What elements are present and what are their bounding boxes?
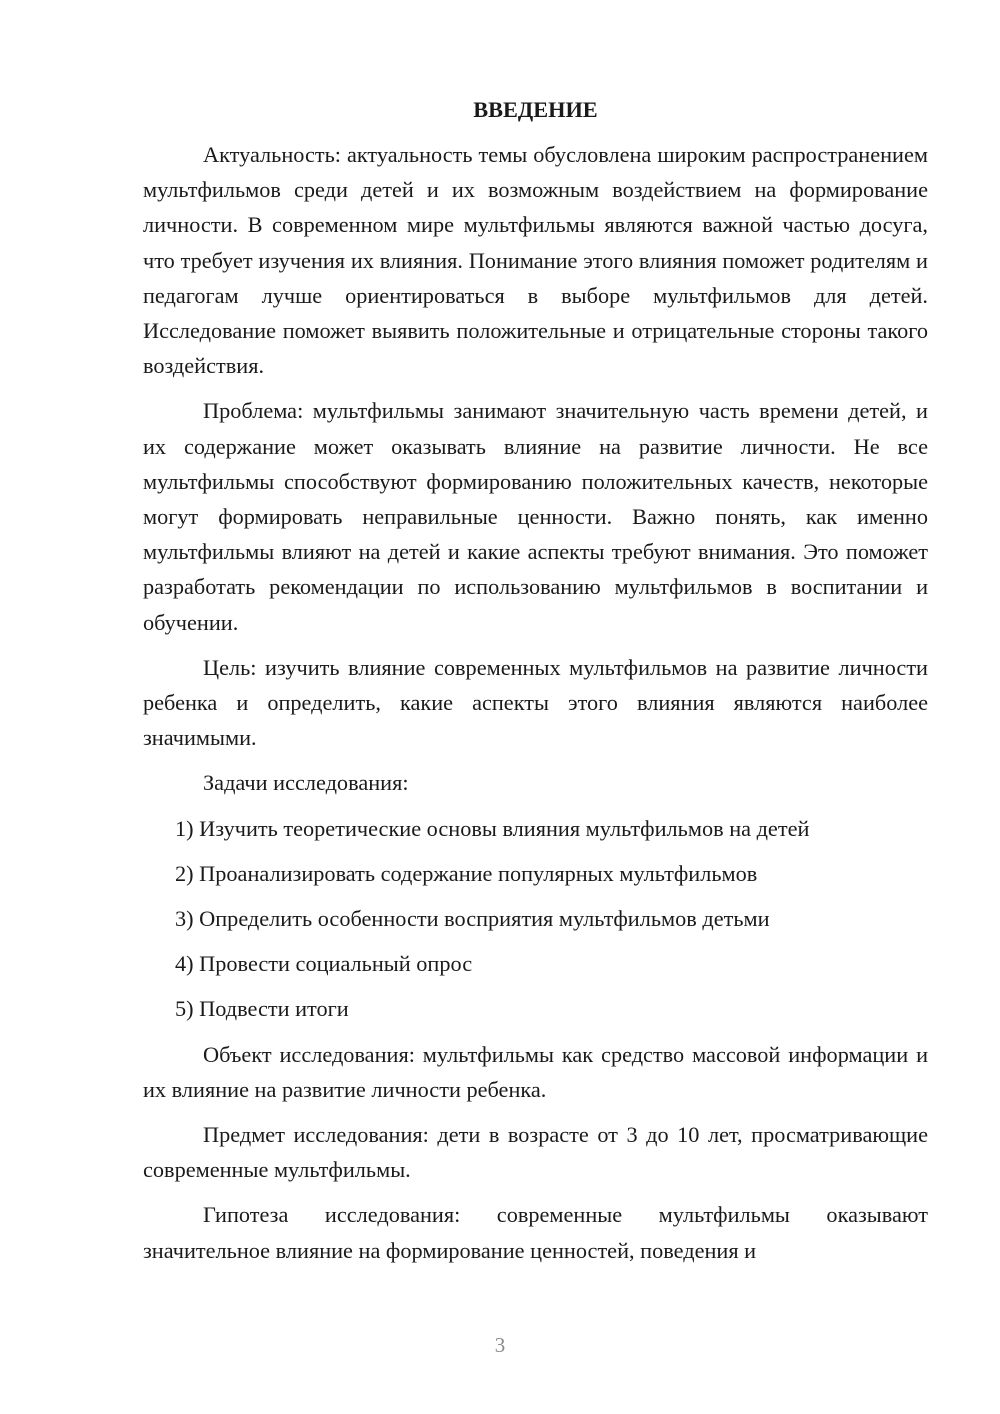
paragraph-relevance: Актуальность: актуальность темы обусловлена широким распространением мультфильмов среди детей и их возможным воздействием на формирование личности. В современном мире мультфильмы являются важной частью досуга, что требует изучения их влияния. Понимание этого влияния поможет родителям и педагогам лучше ориентироваться в выборе мультфильмов для детей. Исследование поможет выявить положительные и отрицательные стороны такого воздействия. (143, 142, 928, 379)
paragraph-hypothesis: Гипотеза исследования: современные мультфильмы оказывают значительное влияние на формирование ценностей, поведения и (143, 1202, 928, 1263)
paragraph-problem: Проблема: мультфильмы занимают значительную часть времени детей, и их содержание может оказывать влияние на развитие личности. Не все мультфильмы способствуют формированию положительных качеств, некоторые могут формировать неправильные ценности. Важно понять, как именно мультфильмы влияют на детей и какие аспекты требуют внимания. Это поможет разработать рекомендации по использованию мультфильмов в воспитании и обучении. (143, 398, 928, 635)
tasks-list (143, 811, 928, 1027)
tasks-heading: Задачи исследования: (203, 770, 409, 796)
paragraph-subject: Предмет исследования: дети в возрасте от 3 до 10 лет, просматривающие современные мультфильмы. (143, 1122, 928, 1183)
document-page (143, 92, 928, 1278)
task-item: 2) Проанализировать содержание популярных мультфильмов (175, 860, 758, 886)
task-item: 1) Изучить теоретические основы влияния мультфильмов на детей (175, 815, 810, 841)
page-number: 3 (494, 1333, 506, 1357)
task-item: 4) Провести социальный опрос (175, 951, 473, 977)
task-item: 3) Определить особенности восприятия мультфильмов детьми (175, 906, 770, 932)
paragraph-object: Объект исследования: мультфильмы как средство массовой информации и их влияние на развитие личности ребенка. (143, 1041, 928, 1102)
section-title: ВВЕДЕНИЕ (473, 97, 598, 122)
paragraph-goal: Цель: изучить влияние современных мультфильмов на развитие личности ребенка и определить, какие аспекты этого влияния являются наиболее значимыми. (143, 654, 928, 751)
task-item: 5) Подвести итоги (175, 996, 349, 1022)
